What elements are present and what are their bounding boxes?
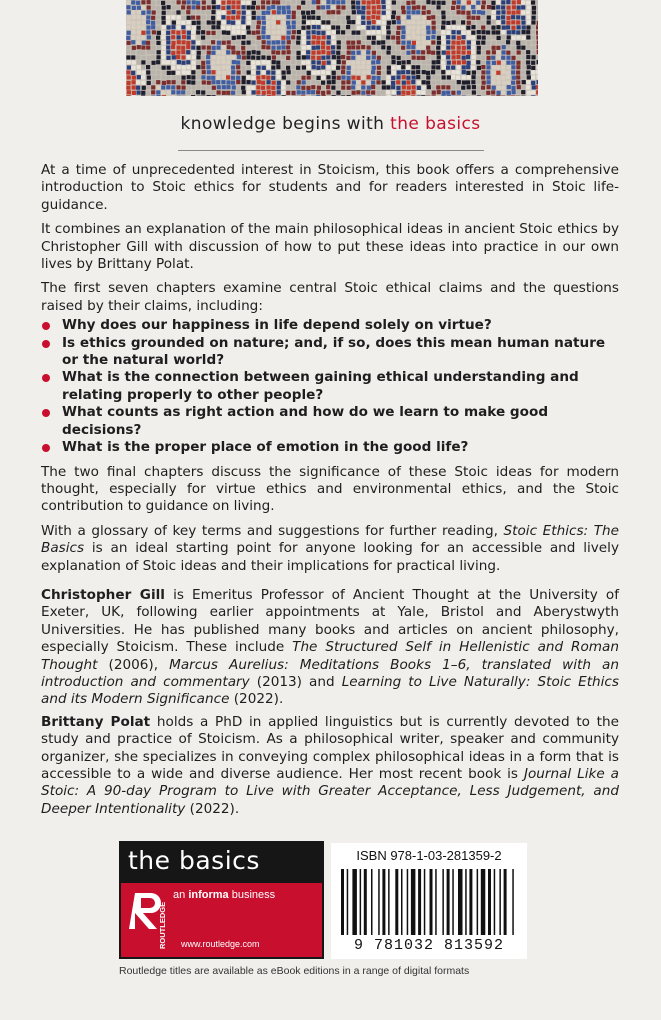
- publisher-name: ROUTLEDGE: [158, 901, 167, 949]
- book-title: The Structured Self in Hellenistic and Roman Thought: [41, 639, 619, 673]
- bio-text: (2006),: [97, 656, 170, 673]
- final-chapters-paragraph: The two final chapters discuss the significance of these Stoic ideas for modern thought, especially for virtue ethics and environmental ethics, and the Stoic contribution to guidance on living.: [41, 463, 619, 515]
- intro-paragraph: At a time of unprecedented interest in Stoicism, this book offers a comprehensive introduction to Stoic ethics for students and for readers interested in Stoic life-guidance.: [41, 162, 619, 213]
- glossary-text: is an ideal starting point for anyone looking for an accessible and lively explanation of Stoic ideas and their implications for practical living.: [41, 540, 619, 574]
- book-title: Marcus Aurelius: Meditations Books 1–6, translated with an introduction and commentary: [41, 656, 619, 690]
- barcode-bars: [341, 869, 517, 937]
- author-name: Brittany Polat: [41, 713, 151, 730]
- isbn-label: ISBN 978-1-03-281359-2: [356, 848, 502, 863]
- cover-mosaic-image: [126, 0, 538, 96]
- author-bio-gill: [41, 587, 619, 709]
- routledge-logo-icon: [127, 887, 169, 951]
- intro-paragraph: The first seven chapters examine central Stoic ethical claims and the questions raised by their claims, including:: [41, 280, 619, 314]
- bio-text: is Emeritus Professor of Ancient Thought at the University of Exeter, UK, following earlier appointments at Yale, Bristol and Aberystwyth Universities. He has published many books and articles on ancient philosophy, especially Stoicism. These include: [41, 586, 619, 656]
- barcode-digits: 9 781032 813592: [353, 937, 505, 954]
- question-list: [41, 317, 619, 456]
- bio-text: holds a PhD in applied linguistics but is currently devoted to the study and practice of Stoicism. As a philosophical writer, speaker and community organizer, she specializes in conveying complex philosophical ideas in a form that is accessible to a wide and diverse audience. Her most recent book is: [41, 713, 619, 782]
- glossary-text: With a glossary of key terms and suggestions for further reading,: [41, 522, 504, 539]
- tagline-lead: knowledge begins with: [180, 114, 385, 134]
- informa-text: an: [173, 889, 186, 901]
- author-name: Christopher Gill: [41, 586, 165, 603]
- bio-text: (2022).: [185, 800, 240, 817]
- question-item: Is ethics grounded on nature; and, if so, does this mean human nature or the natural world?: [41, 335, 619, 370]
- informa-brand: informa: [188, 889, 229, 901]
- series-tagline: [0, 114, 661, 134]
- isbn-barcode: [331, 843, 527, 959]
- question-item: What is the proper place of emotion in the good life?: [41, 439, 619, 456]
- bio-text: (2022).: [229, 691, 284, 708]
- bio-text: (2013) and: [249, 673, 342, 690]
- question-item: What counts as right action and how do we learn to make good decisions?: [41, 404, 619, 439]
- series-title: the basics: [128, 846, 260, 875]
- book-title: Stoic Ethics: The Basics: [41, 522, 619, 557]
- question-item: Why does our happiness in life depend solely on virtue?: [41, 317, 619, 334]
- book-title: Learning to Live Naturally: Stoic Ethics and its Modern Significance: [41, 673, 619, 708]
- publisher-panel: [121, 883, 322, 957]
- ebook-note: Routledge titles are available as eBook editions in a range of digital formats: [119, 965, 470, 977]
- glossary-paragraph: [41, 523, 619, 575]
- question-item: What is the connection between gaining ethical understanding and relating properly to other people?: [41, 369, 619, 404]
- informa-text: business: [231, 889, 276, 901]
- author-bio-polat: [41, 714, 619, 818]
- book-title: Journal Like a Stoic: A 90-day Program to Live with Greater Acceptance, Less Judgement, and Deeper Intentionality: [41, 766, 619, 817]
- informa-label: [173, 889, 275, 901]
- back-cover-text: [41, 162, 619, 825]
- publisher-website: www.routledge.com: [181, 939, 260, 949]
- series-logo-box: [119, 841, 324, 959]
- divider: [178, 150, 484, 151]
- tagline-accent: the basics: [390, 114, 481, 134]
- intro-paragraph: It combines an explanation of the main philosophical ideas in ancient Stoic ethics by Christopher Gill with discussion of how to put these ideas into practice in our own lives by Brittany Polat.: [41, 221, 619, 273]
